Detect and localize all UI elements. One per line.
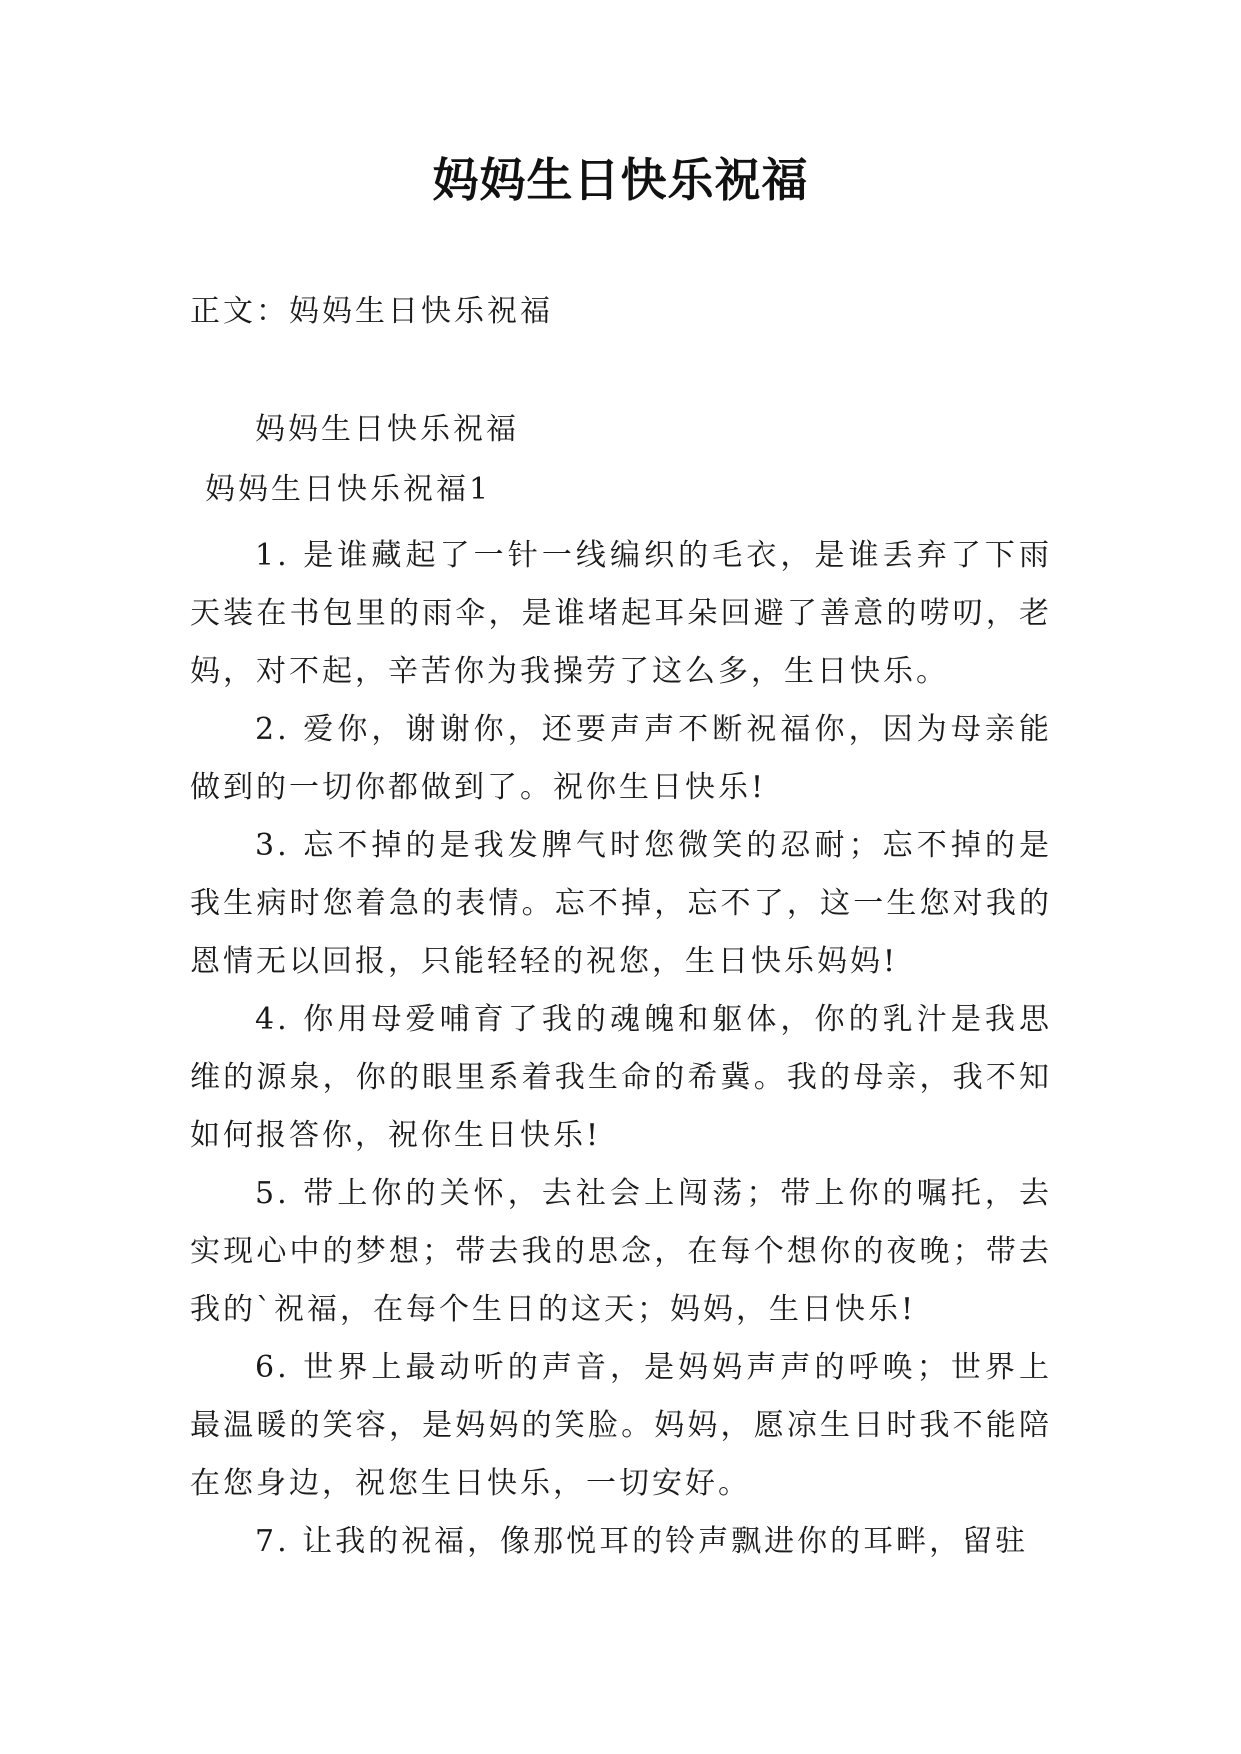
paragraph-2: 2. 爱你，谢谢你，还要声声不断祝福你，因为母亲能做到的一切你都做到了。祝你生日快乐! [190,712,1052,805]
document-title: 妈妈生日快乐祝福 [432,153,809,207]
document-body [190,527,1052,1571]
paragraph-1: 1. 是谁藏起了一针一线编织的毛衣，是谁丢弃了下雨天装在书包里的雨伞，是谁堵起耳朵回避了善意的唠叨，老妈，对不起，辛苦你为我操劳了这么多，生日快乐。 [190,538,1052,689]
paragraph-5: 5. 带上你的关怀，去社会上闯荡；带上你的嘱托，去实现心中的梦想；带去我的思念，在每个想你的夜晚；带去我的`祝福，在每个生日的这天；妈妈，生日快乐! [190,1176,1052,1327]
paragraph-7: 7. 让我的祝福，像那悦耳的铃声飘进你的耳畔，留驻 [255,1524,1029,1559]
paragraph-4: 4. 你用母爱哺育了我的魂魄和躯体，你的乳汁是我思维的源泉，你的眼里系着我生命的希冀。我的母亲，我不知如何报答你，祝你生日快乐! [190,1002,1052,1153]
section-subheading: 妈妈生日快乐祝福1 [205,472,492,507]
paragraph-6: 6. 世界上最动听的声音，是妈妈声声的呼唤；世界上最温暖的笑容，是妈妈的笑脸。妈妈，愿凉生日时我不能陪在您身边，祝您生日快乐，一切安好。 [190,1350,1052,1501]
paragraph-3: 3. 忘不掉的是我发脾气时您微笑的忍耐；忘不掉的是我生病时您着急的表情。忘不掉，忘不了，这一生您对我的恩情无以回报，只能轻轻的祝您，生日快乐妈妈! [190,828,1052,979]
body-label: 正文：妈妈生日快乐祝福 [190,294,553,329]
section-heading: 妈妈生日快乐祝福 [255,412,519,447]
